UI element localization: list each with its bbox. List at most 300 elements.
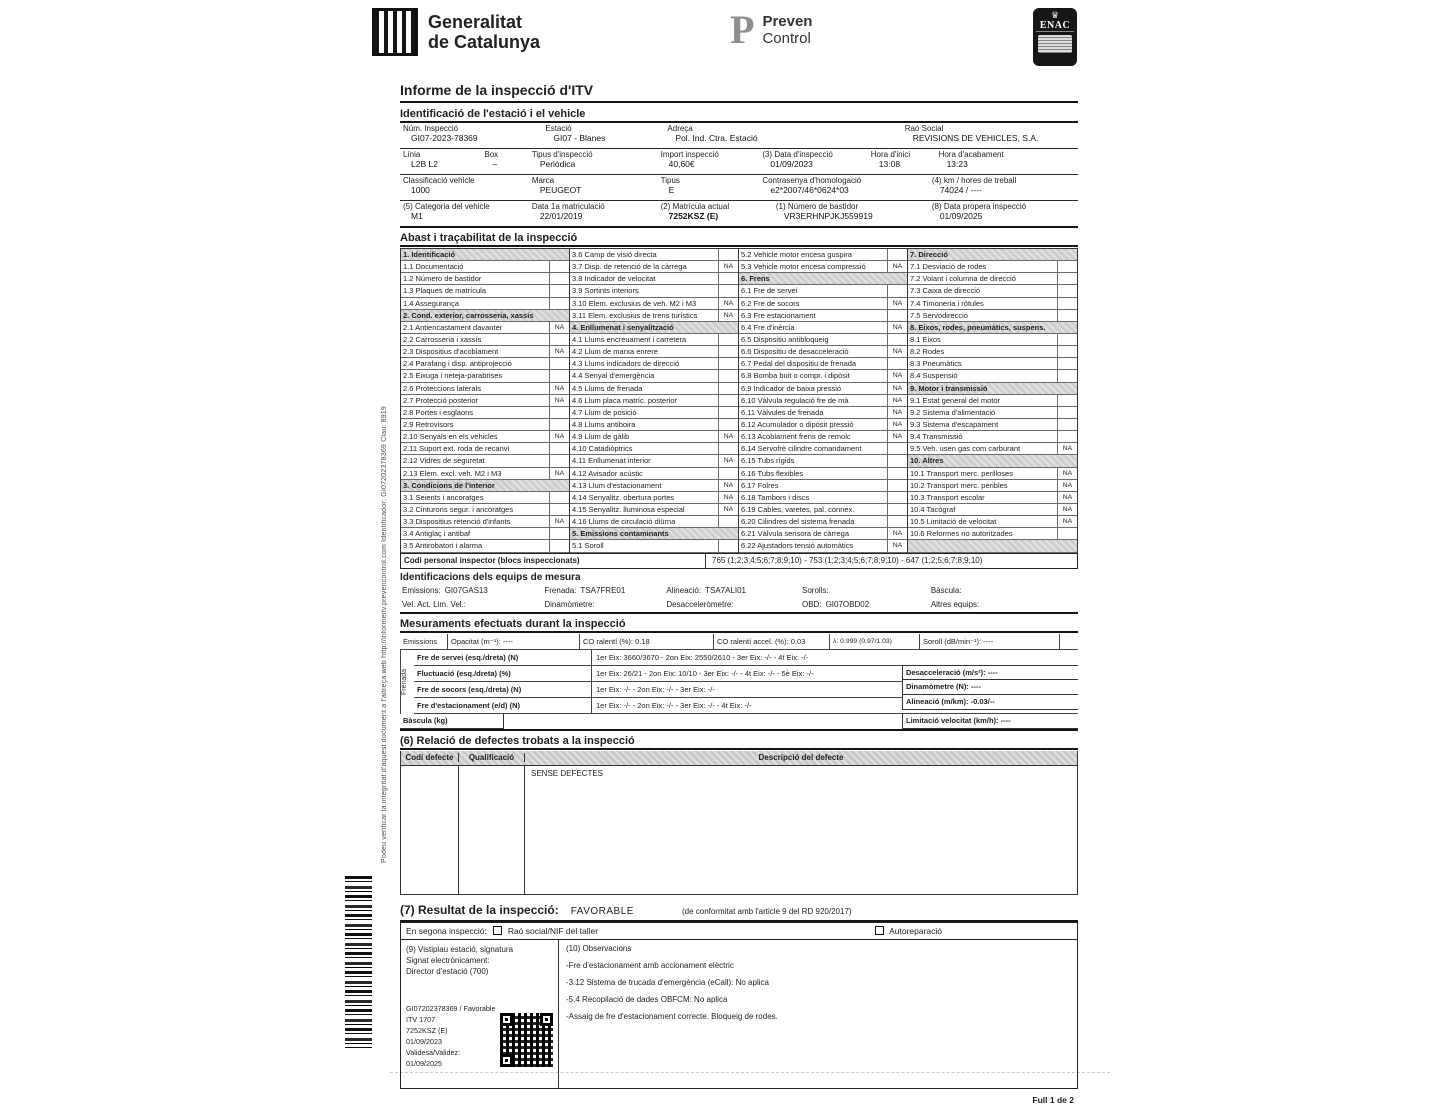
- checklist-item-label: 4.12 Avisador acústic: [572, 468, 643, 478]
- section-mesuraments: Mesuraments efectuats durant la inspecció: [400, 616, 1078, 633]
- checklist-item-status: NA: [887, 370, 907, 381]
- checklist-item-label: 7.2 Volant i columna de direcció: [910, 274, 1016, 284]
- section-identificacio: Identificació de l'estació i el vehicle: [400, 106, 1078, 123]
- section-equips: Identificacions dels equips de mesura: [400, 571, 581, 583]
- checklist-item-label: 7.4 Timoneria i ròtules: [910, 298, 984, 308]
- measurement-cell: [400, 634, 448, 649]
- equipment-cell: [929, 600, 1078, 609]
- field-value: e2*2007/46*0624*03: [770, 185, 849, 195]
- checklist-item-label: 4.15 Senyalitz. lluminosa especial: [572, 505, 685, 515]
- equipment-label: Altres equips:: [930, 600, 980, 610]
- checklist-item-status: [718, 358, 738, 369]
- equipment-label: Alineació:: [666, 586, 702, 596]
- second-inspection-row: [400, 922, 1078, 940]
- checklist-item-label: 4.8 Llums antiboira: [572, 420, 636, 430]
- checklist-item-label: 7.1 Desviació de rodes: [910, 262, 987, 272]
- checklist-row: [908, 492, 1077, 504]
- checklist-row: [908, 407, 1077, 419]
- checklist-item-label: 6.13 Acoblament frens de remolc: [741, 432, 851, 442]
- defects-table: [400, 751, 1078, 895]
- generalitat-line2: de Catalunya: [428, 32, 541, 52]
- checklist-item-status: NA: [1057, 480, 1077, 491]
- inspector-code-value: 765 (1;2;3;4;5;6;7;8;9;10) - 753 (1;2;3;4;5;6;7;8;9;10) - 647 (1;2;5;6;7;8;9;10): [712, 556, 983, 566]
- checklist-item-status: [718, 419, 738, 430]
- checklist-item-label: 2.3 Dispositius d'acoblament: [403, 347, 499, 357]
- checklist-row: [739, 383, 907, 395]
- defects-header-description: Descripció del defecte: [758, 753, 844, 763]
- checklist-row: [401, 370, 569, 382]
- measurement-cell: [714, 634, 830, 649]
- checklist-item-status: [1057, 419, 1077, 430]
- crown-icon: ♛: [1050, 10, 1060, 20]
- checklist-item-label: 4.4 Senyal d'emergència: [572, 371, 655, 381]
- checklist-item-label: 2.13 Elem. excl. veh. M2 i M3: [403, 468, 502, 478]
- checklist-item-label: 9. Motor i transmissió: [910, 383, 988, 393]
- equipment-value: [962, 586, 966, 595]
- checklist-item-status: NA: [887, 298, 907, 309]
- checklist-item-status: [1057, 540, 1077, 551]
- field-label: (1) Número de bastidor: [775, 202, 859, 211]
- checklist-item-status: NA: [718, 298, 738, 309]
- report-content: [400, 82, 1078, 1105]
- prevencontrol-p-icon: P: [730, 7, 755, 52]
- checklist-row: [908, 370, 1077, 382]
- checklist-item-label: 6.1 Fre de servei: [741, 286, 798, 296]
- enac-badge: [1033, 8, 1077, 66]
- field-label: Tipus d'inspecció: [531, 150, 593, 159]
- checklist-row: [401, 383, 569, 395]
- checklist-item-status: [549, 334, 569, 345]
- document-reference-line: GI07202378369 / Favorable: [406, 1003, 496, 1013]
- equipment-row: [400, 584, 1078, 598]
- equipment-value: TSA7ALI01: [705, 586, 747, 596]
- checklist-item-label: 6.7 Pedal del dispositiu de frenada: [741, 359, 857, 369]
- field-value: 01/09/2023: [770, 159, 813, 169]
- checklist-row: [739, 492, 907, 504]
- brake-row-values: 1er Eix: 26/21 - 2on Eix: 10/10 - 3er Eix: -/- - 4t Eix: -/- - 5è Eix: -/-: [596, 668, 814, 678]
- checklist-row: [570, 310, 738, 322]
- equipment-cell: [400, 586, 542, 595]
- checklist-row: [401, 261, 569, 273]
- field-label: Import inspecció: [660, 150, 719, 159]
- checklist-item-label: 1.2 Número de bastidor: [403, 274, 482, 284]
- checklist-item-status: NA: [887, 528, 907, 539]
- inspector-code-label: Codi personal inspector (blocs inspeccionats): [401, 554, 706, 568]
- signature-cell: [401, 940, 559, 1088]
- checklist-row: [908, 334, 1077, 346]
- checklist-item-label: 8. Eixos, rodes, pneumàtics, suspens.: [910, 322, 1046, 332]
- checklist-item-status: [549, 249, 569, 260]
- defects-code-column: [401, 766, 459, 894]
- checklist-row: [570, 273, 738, 285]
- checklist-item-status: [718, 443, 738, 454]
- identification-row: [400, 123, 1078, 149]
- checklist-item-status: [549, 540, 569, 551]
- signature-observations-box: [400, 940, 1078, 1089]
- checklist-item-label: 6.20 Cilindres del sistema frenada: [741, 517, 855, 527]
- checklist-row: [570, 419, 738, 431]
- checklist-item-status: [887, 358, 907, 369]
- identification-cell: [902, 123, 1078, 148]
- observation-line: -Fre d'estacionament amb accionament elèctric: [566, 960, 734, 970]
- checklist-item-status: NA: [1057, 443, 1077, 454]
- field-value: GI07 - Blanes: [553, 133, 606, 143]
- checklist-row: [570, 285, 738, 297]
- field-label: Classificació vehicle: [403, 176, 475, 185]
- checklist-row: [570, 249, 738, 261]
- checklist-row: [570, 261, 738, 273]
- checklist-item-status: NA: [718, 455, 738, 466]
- checklist-item-status: [718, 273, 738, 284]
- measurement-text: CO ralentí (%): 0.18: [583, 636, 650, 646]
- checklist-item-status: [887, 443, 907, 454]
- brake-measurement-row: [414, 650, 1078, 666]
- equipment-cell: [542, 586, 664, 595]
- field-value: PEUGEOT: [539, 185, 582, 195]
- checklist-item-status: [1057, 383, 1077, 394]
- document-reference-line: 01/09/2025: [406, 1058, 442, 1068]
- checklist-row: [739, 443, 907, 455]
- equipment-value: TSA7FRE01: [580, 586, 626, 596]
- identification-cell: [664, 123, 901, 148]
- checklist-item-status: NA: [887, 419, 907, 430]
- checklist-item-label: 9.1 Estat general del motor: [910, 395, 1001, 405]
- checklist-row: [401, 310, 569, 322]
- field-label: Box: [484, 150, 499, 159]
- checklist-item-label: 10.4 Tacògraf: [910, 505, 956, 515]
- field-label: (5) Categoria del vehicle: [403, 202, 490, 211]
- checklist-item-label: 10.6 Reformes no autoritzades: [910, 529, 1013, 539]
- checklist-item-status: [1057, 310, 1077, 321]
- checklist-item-label: 4.3 Llums indicadors de direcció: [572, 359, 680, 369]
- field-value: 40,60€: [668, 159, 695, 169]
- checklist-item-status: [887, 516, 907, 527]
- checklist-item-label: 10.1 Transport merc. perilloses: [910, 468, 1013, 478]
- field-value: Pol. Ind. Ctra. Estació: [675, 133, 758, 143]
- checklist-item-status: [549, 310, 569, 321]
- checklist-item-status: NA: [549, 468, 569, 479]
- field-value: Periòdica: [539, 159, 576, 169]
- checklist-row: [401, 528, 569, 540]
- checklist-row: [401, 468, 569, 480]
- checklist-row: [739, 261, 907, 273]
- checklist-row: [570, 407, 738, 419]
- checklist-item-label: 9.3 Sistema d'escapament: [910, 420, 999, 430]
- field-label: Adreça: [667, 124, 693, 133]
- checklist-item-label: 2.12 Vidres de seguretat: [403, 456, 485, 466]
- checklist-item-status: [718, 285, 738, 296]
- enac-label: ENAC: [1036, 20, 1074, 32]
- checklist-item-label: 10.5 Limitació de velocitat: [910, 517, 997, 527]
- defects-body: [401, 766, 1077, 894]
- checklist-item-label: 2.1 Antiencastament davanter: [403, 322, 503, 332]
- auxiliary-measurement-boxes: [902, 665, 1078, 710]
- checklist-row: [401, 346, 569, 358]
- checklist-item-status: NA: [718, 310, 738, 321]
- checklist-row: [739, 298, 907, 310]
- checklist-item-status: [887, 285, 907, 296]
- checklist-item-label: 4. Enllumenat i senyalització: [572, 322, 674, 332]
- field-label: (4) km / hores de treball: [931, 176, 1017, 185]
- checklist-row: [401, 298, 569, 310]
- checklist-row: [570, 480, 738, 492]
- checklist-item-status: [1057, 370, 1077, 381]
- equipment-label: Frenada:: [544, 586, 577, 596]
- checklist-item-status: [887, 310, 907, 321]
- document-reference-lines: [406, 1003, 496, 1069]
- defects-header-row: [401, 751, 1077, 766]
- checklist-item-label: 3.1 Seients i ancoratges: [403, 492, 484, 502]
- checklist-column-3: [739, 249, 908, 553]
- measurements-table: [400, 634, 1078, 731]
- brake-row-label: Fluctuació (esq./dreta) (%): [414, 666, 592, 681]
- checklist-row: [739, 480, 907, 492]
- checklist-item-status: [1057, 358, 1077, 369]
- checklist-item-label: 3.10 Elem. exclusius de veh. M2 i M3: [572, 298, 697, 308]
- identification-cell: [773, 201, 929, 226]
- field-value: 7252KSZ (E): [668, 211, 719, 221]
- checklist-item-status: [1057, 285, 1077, 296]
- checklist-item-status: NA: [549, 395, 569, 406]
- checklist-item-label: 10. Altres: [910, 456, 944, 466]
- checklist-item-status: [549, 370, 569, 381]
- checklist-item-label: 4.6 Llum placa matríc. posterior: [572, 395, 678, 405]
- checklist-item-status: NA: [887, 540, 907, 551]
- prevencontrol-logo: [730, 7, 813, 52]
- equipment-value: GI07GAS13: [444, 586, 488, 596]
- checklist-item-label: 2.9 Retrovisors: [403, 420, 454, 430]
- checklist-item-status: [549, 285, 569, 296]
- checklist-item-label: 3.6 Camp de visió directa: [572, 250, 657, 260]
- brake-row-label: Fre de servei (esq./dreta) (N): [414, 650, 592, 665]
- enac-fine-print: [1038, 35, 1072, 53]
- checklist-row: [739, 419, 907, 431]
- checklist-item-label: 3.4 Antiglaç i antibaf: [403, 529, 471, 539]
- qr-finder-icon: [500, 1013, 513, 1026]
- checklist-item-label: 3.3 Dispositius retenció d'infants: [403, 517, 511, 527]
- checklist-row: [908, 504, 1077, 516]
- identification-table: [400, 123, 1078, 228]
- taller-label: Raó social/NIF del taller: [507, 925, 599, 936]
- checklist-row: [908, 431, 1077, 443]
- checklist-item-label: 7. Direcció: [910, 250, 948, 260]
- checklist-item-label: 3. Condicions de l'interior: [403, 480, 495, 490]
- field-value: GI07-2023-78369: [411, 133, 478, 143]
- checklist-row: [908, 443, 1077, 455]
- identification-cell: [542, 123, 664, 148]
- checklist-item-status: [1057, 261, 1077, 272]
- checklist-item-status: NA: [549, 346, 569, 357]
- checklist-row: [401, 273, 569, 285]
- field-value: 01/09/2025: [939, 211, 983, 221]
- equipment-label: OBD:: [802, 600, 822, 610]
- brake-row-label: Fre d'estacionament (e/d) (N): [414, 698, 592, 713]
- checklist-item-status: [718, 370, 738, 381]
- measurement-cell: [448, 634, 580, 649]
- checklist-item-label: 6.14 Servofrè cilindre comandament: [741, 444, 862, 454]
- equipment-cell: [800, 586, 929, 595]
- checklist-item-status: NA: [549, 516, 569, 527]
- result-label: (7) Resultat de la inspecció:: [400, 902, 559, 917]
- checklist-item-status: [887, 334, 907, 345]
- autoreparacio-checkbox: [875, 926, 884, 935]
- checklist-item-status: NA: [887, 261, 907, 272]
- checklist-item-status: [887, 468, 907, 479]
- checklist-row: [570, 528, 738, 540]
- signature-line: (9) Vistiplau estació, signatura: [406, 944, 514, 954]
- document-reference-block: [406, 1003, 553, 1069]
- checklist-item-label: 2.10 Senyals en els vehicles: [403, 432, 498, 442]
- checklist-item-label: 4.11 Enllumenat interior: [572, 456, 651, 466]
- checklist-item-status: NA: [718, 480, 738, 491]
- checklist-row: [570, 540, 738, 552]
- checklist-row: [908, 346, 1077, 358]
- checklist-item-label: 4.1 Llums encreuament i carretera: [572, 335, 687, 345]
- checklist-row: [908, 455, 1077, 467]
- checklist-item-label: 3.9 Sortints interiors: [572, 286, 639, 296]
- defects-header-code: Codi defecte: [401, 753, 459, 762]
- checklist-row: [739, 516, 907, 528]
- equipment-row: [400, 598, 1078, 612]
- checklist-item-label: 6.18 Tambors i discs: [741, 492, 810, 502]
- measurement-box: Alineació (m/km): -0.03/--: [902, 695, 1078, 710]
- field-label: Línia: [403, 150, 421, 159]
- qr-code: [500, 1013, 553, 1067]
- checklist-item-status: [887, 504, 907, 515]
- checklist-item-status: NA: [887, 407, 907, 418]
- checklist-item-status: [718, 383, 738, 394]
- checklist-item-label: 2.4 Parafang i disp. antiprojecció: [403, 359, 512, 369]
- equipment-value: [979, 600, 983, 609]
- equipment-label: Dinamòmetre:: [544, 600, 595, 610]
- checklist-item-status: [887, 249, 907, 260]
- equipment-label: Sorolls:: [802, 586, 829, 596]
- checklist-item-label: 4.9 Llum de gàlib: [572, 432, 630, 442]
- checklist-item-status: [887, 492, 907, 503]
- equipment-label: Desacceleròmetre:: [666, 600, 734, 610]
- equipment-label: Bàscula:: [930, 586, 962, 596]
- measurement-text: Opacitat (m⁻¹): ----: [451, 636, 513, 646]
- qr-finder-icon: [540, 1013, 553, 1026]
- checklist-row: [739, 285, 907, 297]
- equipment-table: [400, 584, 1078, 614]
- checklist-item-label: 4.2 Llum de marxa enrere: [572, 347, 658, 357]
- checklist-row: [401, 407, 569, 419]
- checklist-item-label: 2. Cond. exterior, carrosseria, xassís: [403, 310, 534, 320]
- checklist-item-label: 5.2 Vehicle motor encesa guspira: [741, 250, 852, 260]
- field-value: VR3ERHNPJKJ559919: [783, 211, 873, 221]
- checklist-item-label: 3.5 Antirobatori i alarma: [403, 541, 483, 551]
- identification-cell: [658, 175, 760, 200]
- checklist-item-status: [1057, 249, 1077, 260]
- measurement-cell: [920, 634, 1060, 649]
- checklist-item-status: NA: [718, 261, 738, 272]
- checklist-row: [570, 358, 738, 370]
- field-value: E: [668, 185, 675, 195]
- checklist-item-status: [718, 407, 738, 418]
- checklist-item-label: 1. Identificació: [403, 250, 456, 260]
- checklist-row: [570, 298, 738, 310]
- checklist-item-status: NA: [718, 492, 738, 503]
- checklist-item-status: [1057, 528, 1077, 539]
- identification-cell: [658, 149, 760, 174]
- autoreparacio-label: Autoreparació: [889, 925, 942, 936]
- checklist-row: [908, 480, 1077, 492]
- brake-row-label: Fre de socors (esq./dreta) (N): [414, 682, 592, 697]
- checklist-row: [401, 492, 569, 504]
- checklist-row: [401, 395, 569, 407]
- checklist-item-status: NA: [1057, 516, 1077, 527]
- equipment-label: Emissions:: [402, 586, 441, 596]
- field-label: (2) Matrícula actual: [660, 202, 730, 211]
- checklist-item-label: 4.14 Senyalitz. obertura portes: [572, 492, 675, 502]
- brake-row-values: 1er Eix: -/- - 2on Eix: -/- - 3er Eix: -/-: [596, 684, 715, 694]
- field-label: Hora d'inici: [870, 150, 911, 159]
- brake-row-values: 1er Eix: -/- - 2on Eix: -/- - 3er Eix: -/- - 4t Eix: -/-: [596, 700, 752, 710]
- checklist-row: [739, 407, 907, 419]
- checklist-item-label: 6.15 Tubs rígids: [741, 456, 795, 466]
- checklist-row: [401, 322, 569, 334]
- measurement-text: Soroll (dB/min⁻¹): ----: [923, 636, 994, 646]
- checklist-item-status: [718, 322, 738, 333]
- checklist-row: [739, 504, 907, 516]
- checklist-item-label: 8.2 Rodes: [910, 347, 945, 357]
- checklist-item-status: [718, 540, 738, 551]
- checklist-item-label: 6.3 Fre estacionament: [741, 310, 816, 320]
- equipment-label: Vel. Act. Lim. Vel.:: [402, 600, 467, 610]
- checklist-row: [908, 261, 1077, 273]
- checklist-item-status: NA: [887, 431, 907, 442]
- checklist-item-label: 6.12 Acumulador o dipòsit pressió: [741, 420, 854, 430]
- checklist-row: [739, 455, 907, 467]
- measurement-cell: [830, 634, 920, 649]
- identification-cell: [400, 123, 542, 148]
- checklist-row: [739, 358, 907, 370]
- checklist-item-label: 1.4 Assegurança: [403, 298, 459, 308]
- checklist-item-label: 9.4 Transmissió: [910, 432, 963, 442]
- field-value: 74024 / ----: [939, 185, 982, 195]
- generalitat-line1: Generalitat: [428, 12, 523, 32]
- checklist-item-status: [1057, 298, 1077, 309]
- checklist-item-label: 2.8 Portes i esglaons: [403, 407, 474, 417]
- checklist-item-status: [549, 455, 569, 466]
- observations-title: (10) Observacions: [566, 943, 632, 953]
- checklist-column-1: [401, 249, 570, 553]
- checklist-item-status: [718, 249, 738, 260]
- preven-line2: Control: [762, 30, 811, 47]
- checklist-item-label: 6.8 Bomba buit o compr. i dipòsit: [741, 371, 850, 381]
- checklist-item-status: [718, 334, 738, 345]
- checklist-row: [908, 540, 1077, 552]
- checklist-item-label: 3.2 Cinturons segur. i ancoratges: [403, 505, 514, 515]
- document-reference-line: 01/09/2023: [406, 1036, 442, 1046]
- equipment-cell: [800, 600, 929, 609]
- equipment-cell: [929, 586, 1078, 595]
- checklist-row: [401, 516, 569, 528]
- checklist-row: [908, 273, 1077, 285]
- checklist-item-label: 6.19 Cables, varetes, pal. connex.: [741, 505, 855, 515]
- checklist-row: [570, 322, 738, 334]
- checklist-item-label: 4.13 Llum d'estacionament: [572, 480, 662, 490]
- checklist-row: [401, 249, 569, 261]
- checklist-item-status: [1057, 334, 1077, 345]
- checklist-row: [570, 455, 738, 467]
- brake-rows: [414, 650, 1078, 714]
- checklist-row: [401, 358, 569, 370]
- identification-row: [400, 149, 1078, 175]
- document-barcode: [345, 876, 372, 1048]
- result-note: (de conformitat amb l'article 9 del RD 920/2017): [681, 906, 852, 916]
